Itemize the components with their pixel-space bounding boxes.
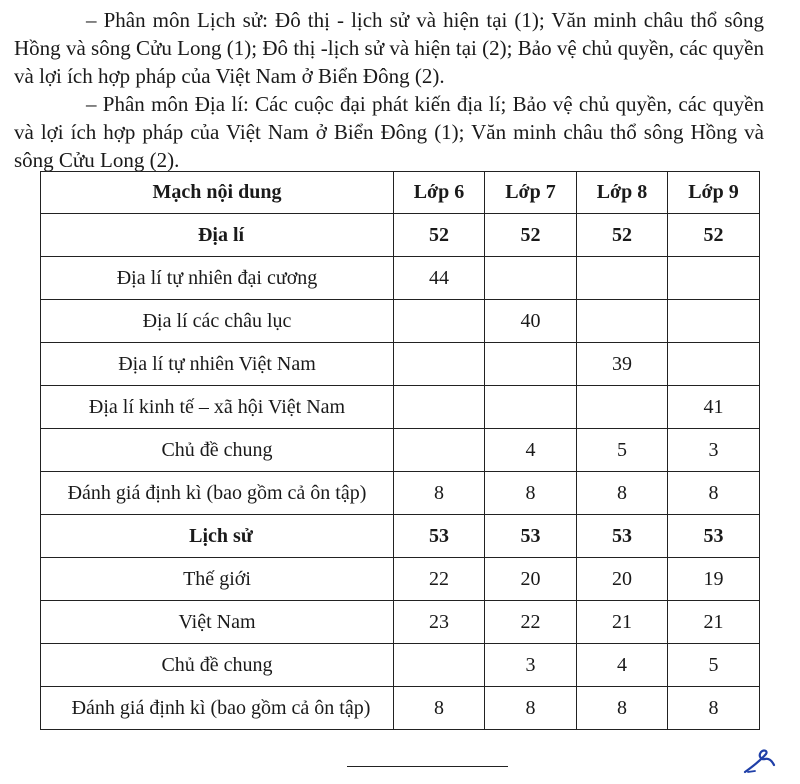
header-grade-7: Lớp 7 <box>485 172 577 214</box>
table-row <box>41 558 760 601</box>
content-allocation-table <box>40 171 760 730</box>
row-label: Địa lí <box>41 214 394 257</box>
cell-grade-6: 22 <box>394 558 485 601</box>
cell-grade-8 <box>577 386 668 429</box>
table-row <box>41 472 760 515</box>
cell-grade-6: 8 <box>394 472 485 515</box>
cell-grade-8: 8 <box>577 472 668 515</box>
row-label: Lịch sử <box>41 515 394 558</box>
table-row <box>41 343 760 386</box>
cell-grade-7: 52 <box>485 214 577 257</box>
cell-grade-9: 3 <box>668 429 760 472</box>
cell-grade-8 <box>577 257 668 300</box>
cell-grade-9 <box>668 300 760 343</box>
table-header-row <box>41 172 760 214</box>
cell-grade-6: 8 <box>394 687 485 730</box>
table-row <box>41 429 760 472</box>
row-label: Chủ đề chung <box>41 429 394 472</box>
cell-grade-7: 8 <box>485 472 577 515</box>
row-label: Đánh giá định kì (bao gồm cả ôn tập) <box>41 687 394 730</box>
header-grade-8: Lớp 8 <box>577 172 668 214</box>
cell-grade-8 <box>577 300 668 343</box>
table-row <box>41 257 760 300</box>
cell-grade-8: 4 <box>577 644 668 687</box>
cell-grade-8: 5 <box>577 429 668 472</box>
cell-grade-8: 39 <box>577 343 668 386</box>
cell-grade-7 <box>485 343 577 386</box>
paragraph-dia-li: – Phân môn Địa lí: Các cuộc đại phát kiến địa lí; Bảo vệ chủ quyền, các quyền và lợi ích hợp pháp của Việt Nam ở Biển Đông (1); Văn minh châu thổ sông Hồng và sông Cửu Long (2). <box>14 92 764 172</box>
row-label: Địa lí tự nhiên Việt Nam <box>41 343 394 386</box>
cell-grade-9: 19 <box>668 558 760 601</box>
row-label: Địa lí tự nhiên đại cương <box>41 257 394 300</box>
cell-grade-6: 52 <box>394 214 485 257</box>
row-label: Đánh giá định kì (bao gồm cả ôn tập) <box>41 472 394 515</box>
footer-divider <box>347 766 508 767</box>
table-row-section-lich-su <box>41 515 760 558</box>
row-label: Thế giới <box>41 558 394 601</box>
cell-grade-8: 53 <box>577 515 668 558</box>
cell-grade-6 <box>394 429 485 472</box>
cell-grade-7: 3 <box>485 644 577 687</box>
cell-grade-6: 53 <box>394 515 485 558</box>
cell-grade-6: 23 <box>394 601 485 644</box>
cell-grade-8: 8 <box>577 687 668 730</box>
table-row <box>41 644 760 687</box>
cell-grade-7: 8 <box>485 687 577 730</box>
row-label: Địa lí các châu lục <box>41 300 394 343</box>
header-grade-9: Lớp 9 <box>668 172 760 214</box>
cell-grade-7: 40 <box>485 300 577 343</box>
cell-grade-7 <box>485 386 577 429</box>
cell-grade-7 <box>485 257 577 300</box>
paragraph-lich-su: – Phân môn Lịch sử: Đô thị - lịch sử và hiện tại (1); Văn minh châu thổ sông Hồng và sông Cửu Long (1); Đô thị -lịch sử và hiện tại (2); Bảo vệ chủ quyền, các quyền và lợi ích hợp pháp của Việt Nam ở Biển Đông (2). <box>14 8 764 88</box>
cell-grade-6 <box>394 644 485 687</box>
cell-grade-7: 4 <box>485 429 577 472</box>
cell-grade-9: 8 <box>668 472 760 515</box>
cell-grade-6 <box>394 343 485 386</box>
table-row <box>41 687 760 730</box>
table-row <box>41 300 760 343</box>
cell-grade-9: 8 <box>668 687 760 730</box>
cell-grade-9: 52 <box>668 214 760 257</box>
cell-grade-9: 53 <box>668 515 760 558</box>
row-label: Chủ đề chung <box>41 644 394 687</box>
initials-signature-mark <box>742 747 776 775</box>
cell-grade-8: 20 <box>577 558 668 601</box>
cell-grade-9: 5 <box>668 644 760 687</box>
cell-grade-7: 20 <box>485 558 577 601</box>
cell-grade-8: 52 <box>577 214 668 257</box>
table-row <box>41 601 760 644</box>
cell-grade-6: 44 <box>394 257 485 300</box>
cell-grade-6 <box>394 386 485 429</box>
table-row-section-dia-li <box>41 214 760 257</box>
table-row <box>41 386 760 429</box>
row-label: Việt Nam <box>41 601 394 644</box>
cell-grade-9: 41 <box>668 386 760 429</box>
cell-grade-7: 53 <box>485 515 577 558</box>
row-label: Địa lí kinh tế – xã hội Việt Nam <box>41 386 394 429</box>
cell-grade-6 <box>394 300 485 343</box>
header-content-strand: Mạch nội dung <box>41 172 394 214</box>
cell-grade-9 <box>668 257 760 300</box>
cell-grade-8: 21 <box>577 601 668 644</box>
cell-grade-9: 21 <box>668 601 760 644</box>
cell-grade-7: 22 <box>485 601 577 644</box>
header-grade-6: Lớp 6 <box>394 172 485 214</box>
cell-grade-9 <box>668 343 760 386</box>
